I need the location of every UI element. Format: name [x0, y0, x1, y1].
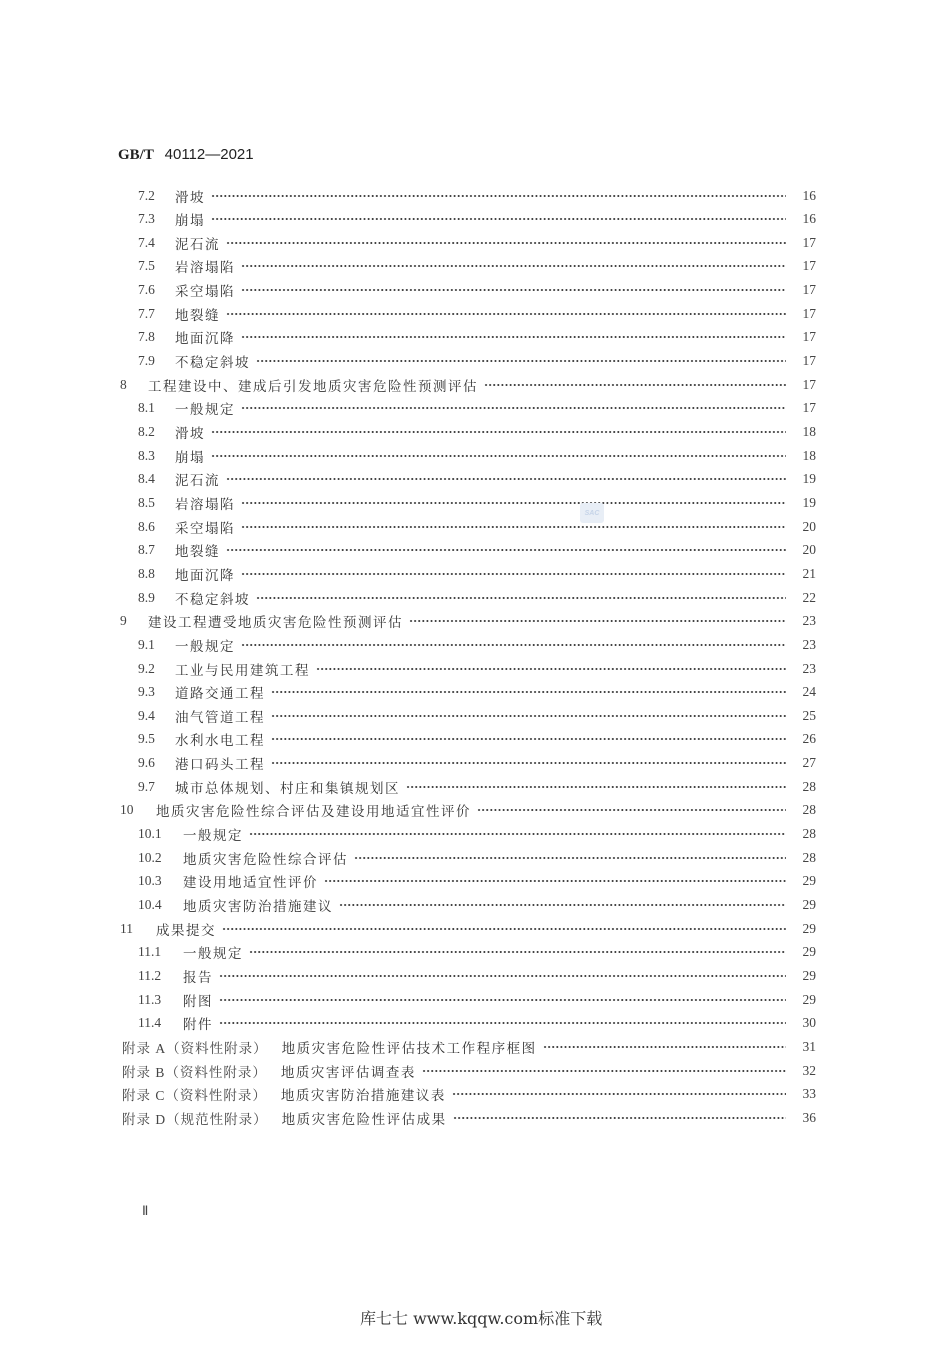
- dot-leader: [219, 971, 786, 981]
- toc-entry-page: 21: [802, 565, 816, 581]
- toc-entry-page: 29: [802, 944, 816, 960]
- toc-entry-title: 一般规定: [175, 402, 235, 419]
- toc-entry-title: 地裂缝: [175, 307, 220, 324]
- standard-header: [118, 145, 254, 164]
- toc-entry-number: 9.5: [138, 731, 155, 747]
- dot-leader: [249, 829, 786, 839]
- toc-entry-title: 崩塌: [175, 449, 205, 466]
- toc-entry-page: 23: [802, 636, 816, 652]
- toc-entry-title: 泥石流: [175, 473, 220, 490]
- toc-entry[interactable]: [0, 562, 950, 585]
- toc-entry-number: 8.1: [138, 400, 155, 416]
- toc-entry-page: 17: [802, 329, 816, 345]
- toc-entry-number: 9.7: [138, 778, 155, 794]
- toc-entry[interactable]: [0, 894, 950, 917]
- toc-entry-title: 地面沉降: [175, 567, 235, 584]
- toc-entry-title: 滑坡: [175, 426, 205, 442]
- toc-entry-number: 8.3: [138, 447, 155, 463]
- toc-entry-page: 24: [802, 684, 816, 700]
- toc-entry-number: 11.2: [138, 967, 162, 983]
- toc-entry[interactable]: [0, 515, 950, 538]
- toc-entry[interactable]: [0, 255, 950, 278]
- toc-entry-title: 地质灾害防治措施建议表: [280, 1088, 446, 1105]
- toc-entry-number: 11.4: [138, 1015, 162, 1031]
- dot-leader: [453, 1113, 786, 1123]
- dot-leader: [219, 995, 786, 1005]
- toc-entry[interactable]: [0, 444, 950, 467]
- toc-entry-title: 地质灾害危险性评估成果: [281, 1111, 447, 1128]
- toc-entry-number: 7.4: [138, 234, 155, 250]
- toc-entry-title: 道路交通工程: [175, 686, 265, 703]
- toc-entry-page: 36: [802, 1109, 816, 1125]
- toc-entry-number: 10.3: [138, 873, 162, 889]
- toc-entry[interactable]: [0, 184, 950, 207]
- toc-entry[interactable]: [0, 1012, 950, 1035]
- dot-leader: [256, 356, 786, 366]
- toc-entry-page: 17: [802, 400, 816, 416]
- toc-entry-page: 26: [802, 731, 816, 747]
- toc-entry-title: 地质灾害危险性综合评估及建设用地适宜性评价: [156, 804, 471, 821]
- toc-entry-title: 采空塌陷: [175, 284, 235, 301]
- toc-entry-page: 28: [802, 802, 816, 818]
- dot-leader: [271, 758, 786, 768]
- toc-entry-number: 附录 D（规范性附录）: [122, 1111, 268, 1127]
- dot-leader: [406, 782, 786, 792]
- toc-entry-title: 港口码头工程: [175, 757, 265, 774]
- toc-entry[interactable]: [0, 1059, 950, 1082]
- dot-leader: [241, 285, 786, 295]
- toc-entry-page: 29: [802, 897, 816, 912]
- dot-leader: [241, 261, 786, 271]
- toc-entry-page: 28: [802, 778, 816, 794]
- dot-leader: [219, 1018, 786, 1028]
- toc-entry[interactable]: [0, 657, 950, 680]
- toc-entry-title: 不稳定斜坡: [175, 591, 250, 608]
- toc-entry-page: 17: [802, 258, 816, 274]
- toc-entry-number: 10.4: [138, 897, 162, 912]
- toc-entry-title: 一般规定: [183, 828, 243, 845]
- toc-entry[interactable]: [0, 917, 950, 940]
- dot-leader: [241, 569, 786, 579]
- toc-entry-page: 25: [802, 707, 816, 723]
- toc-entry-number: 7.3: [138, 211, 155, 227]
- dot-leader: [271, 711, 786, 721]
- toc-entry-page: 32: [802, 1062, 816, 1078]
- dot-leader: [484, 380, 786, 390]
- toc-entry[interactable]: [0, 326, 950, 349]
- dot-leader: [241, 498, 786, 508]
- toc-entry[interactable]: [0, 870, 950, 893]
- standard-code: GB/T: [118, 147, 154, 163]
- toc-entry[interactable]: [0, 941, 950, 964]
- page-number: Ⅱ: [142, 1203, 149, 1218]
- toc-entry[interactable]: [0, 421, 950, 444]
- toc-entry-page: 17: [802, 376, 816, 392]
- toc-entry-page: 28: [802, 826, 816, 842]
- toc-entry-number: 8: [120, 376, 127, 392]
- toc-entry-number: 11: [120, 920, 133, 936]
- toc-entry-page: 18: [802, 447, 816, 463]
- toc-entry-number: 10.1: [138, 826, 162, 842]
- toc-entry[interactable]: [0, 586, 950, 609]
- dot-leader: [211, 427, 786, 437]
- toc-entry[interactable]: [0, 1035, 950, 1058]
- toc-entry-title: 泥石流: [175, 236, 220, 253]
- toc-entry-number: 7.8: [138, 329, 155, 345]
- sac-watermark-icon: SAC: [580, 503, 604, 523]
- dot-leader: [241, 403, 786, 413]
- dot-leader: [222, 924, 786, 934]
- dot-leader: [316, 664, 786, 674]
- toc-entry-page: 29: [802, 991, 816, 1007]
- toc-entry-page: 17: [802, 282, 816, 298]
- toc-entry-number: 8.8: [138, 565, 155, 581]
- toc-entry-number: 7.6: [138, 282, 155, 298]
- toc-entry-title: 城市总体规划、村庄和集镇规划区: [175, 780, 400, 797]
- footer-source: 库七七 www.kqqw.com标准下载: [360, 1309, 603, 1328]
- toc-entry[interactable]: [0, 231, 950, 254]
- toc-entry-title: 建设工程遭受地质灾害危险性预测评估: [148, 615, 403, 632]
- toc-entry-number: 附录 C（资料性附录）: [122, 1088, 267, 1104]
- toc-entry-number: 7.9: [138, 353, 155, 369]
- toc-entry-page: 23: [802, 660, 816, 676]
- toc-entry-number: 8.9: [138, 589, 155, 605]
- toc-entry-number: 10: [120, 802, 134, 818]
- dot-leader: [241, 522, 786, 532]
- toc-entry-number: 9.1: [138, 636, 155, 652]
- toc-entry[interactable]: [0, 752, 950, 775]
- toc-entry[interactable]: [0, 728, 950, 751]
- toc-entry-number: 7.7: [138, 305, 155, 321]
- toc-entry[interactable]: [0, 681, 950, 704]
- dot-leader: [211, 214, 786, 224]
- toc-entry-page: 19: [802, 494, 816, 510]
- toc-entry-page: 27: [802, 755, 816, 771]
- toc-entry-title: 一般规定: [183, 946, 243, 963]
- toc-entry[interactable]: [0, 397, 950, 420]
- toc-entry-title: 一般规定: [175, 638, 235, 655]
- toc-entry-page: 28: [802, 849, 816, 865]
- toc-entry[interactable]: [0, 468, 950, 491]
- toc-entry-title: 报告: [183, 969, 213, 986]
- toc-entry-page: 20: [802, 542, 816, 558]
- toc-entry-number: 10.2: [138, 849, 162, 865]
- toc-entry-title: 水利水电工程: [175, 733, 265, 750]
- toc-entry[interactable]: [0, 208, 950, 231]
- toc-entry-title: 油气管道工程: [175, 709, 265, 726]
- toc-entry-number: 8.5: [138, 494, 155, 510]
- toc-entry-title: 岩溶塌陷: [175, 496, 235, 513]
- dot-leader: [226, 545, 786, 555]
- dot-leader: [226, 238, 786, 248]
- dot-leader: [249, 947, 786, 957]
- dot-leader: [241, 640, 786, 650]
- toc-entry-number: 8.2: [138, 424, 155, 439]
- toc-entry-page: 29: [802, 920, 816, 936]
- toc-entry-number: 7.2: [138, 187, 155, 203]
- toc-entry[interactable]: [0, 633, 950, 656]
- toc-entry-number: 7.5: [138, 258, 155, 274]
- toc-entry-page: 22: [802, 589, 816, 605]
- toc-entry-number: 附录 B（资料性附录）: [122, 1064, 267, 1080]
- toc-entry-page: 16: [802, 187, 816, 203]
- toc-entry-title: 附图: [183, 993, 213, 1010]
- toc-entry-page: 17: [802, 353, 816, 369]
- toc-entry[interactable]: [0, 775, 950, 798]
- toc-entry-page: 20: [802, 518, 816, 534]
- toc-entry-number: 9.6: [138, 755, 155, 771]
- toc-entry-number: 8.6: [138, 518, 155, 534]
- dot-leader: [422, 1066, 786, 1076]
- toc-entry-title: 附件: [183, 1017, 213, 1034]
- dot-leader: [324, 876, 786, 886]
- toc-entry-title: 工业与民用建筑工程: [175, 662, 310, 679]
- dot-leader: [241, 332, 786, 342]
- toc-entry-number: 9.3: [138, 684, 155, 700]
- dot-leader: [271, 687, 786, 697]
- toc-entry-title: 地质灾害危险性评估技术工作程序框图: [281, 1040, 537, 1057]
- toc-entry[interactable]: [0, 373, 950, 396]
- toc-entry-number: 9: [120, 613, 127, 629]
- toc-entry[interactable]: [0, 704, 950, 727]
- dot-leader: [452, 1089, 786, 1099]
- toc-entry[interactable]: [0, 302, 950, 325]
- toc-entry[interactable]: [0, 799, 950, 822]
- toc-entry[interactable]: [0, 539, 950, 562]
- toc-entry-page: 29: [802, 967, 816, 983]
- toc-entry[interactable]: [0, 610, 950, 633]
- toc-entry-title: 不稳定斜坡: [175, 355, 250, 372]
- toc-entry[interactable]: [0, 491, 950, 514]
- toc-entry-title: 地面沉降: [175, 331, 235, 348]
- toc-entry-title: 崩塌: [175, 213, 205, 230]
- toc-entry-number: 8.4: [138, 471, 155, 487]
- toc-entry-page: 17: [802, 234, 816, 250]
- toc-entry[interactable]: [0, 964, 950, 987]
- toc-entry-title: 滑坡: [175, 189, 205, 206]
- toc-entry-title: 地质灾害防治措施建议: [183, 899, 333, 915]
- toc-entry-title: 岩溶塌陷: [175, 260, 235, 277]
- dot-leader: [226, 474, 786, 484]
- toc-entry[interactable]: [0, 823, 950, 846]
- toc-entry[interactable]: [0, 350, 950, 373]
- toc-entry[interactable]: [0, 988, 950, 1011]
- toc-entry-page: 29: [802, 873, 816, 889]
- toc-entry-title: 地质灾害评估调查表: [280, 1064, 416, 1081]
- toc-entry-page: 18: [802, 424, 816, 439]
- toc-entry-number: 9.2: [138, 660, 155, 676]
- dot-leader: [271, 734, 786, 744]
- toc-entry-title: 地质灾害危险性综合评估: [183, 851, 348, 868]
- toc-entry-title: 成果提交: [156, 922, 216, 939]
- toc-entry-number: 附录 A（资料性附录）: [122, 1040, 268, 1056]
- toc-entry-title: 建设用地适宜性评价: [183, 875, 318, 892]
- toc-entry-page: 31: [802, 1038, 816, 1054]
- dot-leader: [409, 616, 786, 626]
- toc-entry-number: 11.1: [138, 944, 162, 960]
- dot-leader: [477, 805, 786, 815]
- dot-leader: [339, 900, 786, 910]
- toc-entry[interactable]: [0, 1083, 950, 1106]
- dot-leader: [354, 853, 786, 863]
- dot-leader: [211, 451, 786, 461]
- toc-entry-number: 9.4: [138, 707, 155, 723]
- toc-entry[interactable]: [0, 1106, 950, 1129]
- dot-leader: [211, 191, 786, 201]
- toc-entry-page: 19: [802, 471, 816, 487]
- toc-entry-page: 30: [802, 1015, 816, 1031]
- toc-entry-title: 地裂缝: [175, 544, 220, 561]
- toc-entry-number: 8.7: [138, 542, 155, 558]
- toc-entry-number: 11.3: [138, 991, 162, 1007]
- toc-entry-page: 16: [802, 211, 816, 227]
- toc-entry-page: 23: [802, 613, 816, 629]
- dot-leader: [226, 309, 786, 319]
- dot-leader: [256, 593, 786, 603]
- toc-entry-page: 17: [802, 305, 816, 321]
- standard-number: 40112—2021: [164, 146, 254, 163]
- dot-leader: [543, 1042, 786, 1052]
- toc-entry-title: 工程建设中、建成后引发地质灾害危险性预测评估: [148, 378, 478, 395]
- toc-entry-title: 采空塌陷: [175, 520, 235, 537]
- toc-entry[interactable]: [0, 279, 950, 302]
- toc-entry-page: 33: [802, 1086, 816, 1102]
- toc-entry[interactable]: [0, 846, 950, 869]
